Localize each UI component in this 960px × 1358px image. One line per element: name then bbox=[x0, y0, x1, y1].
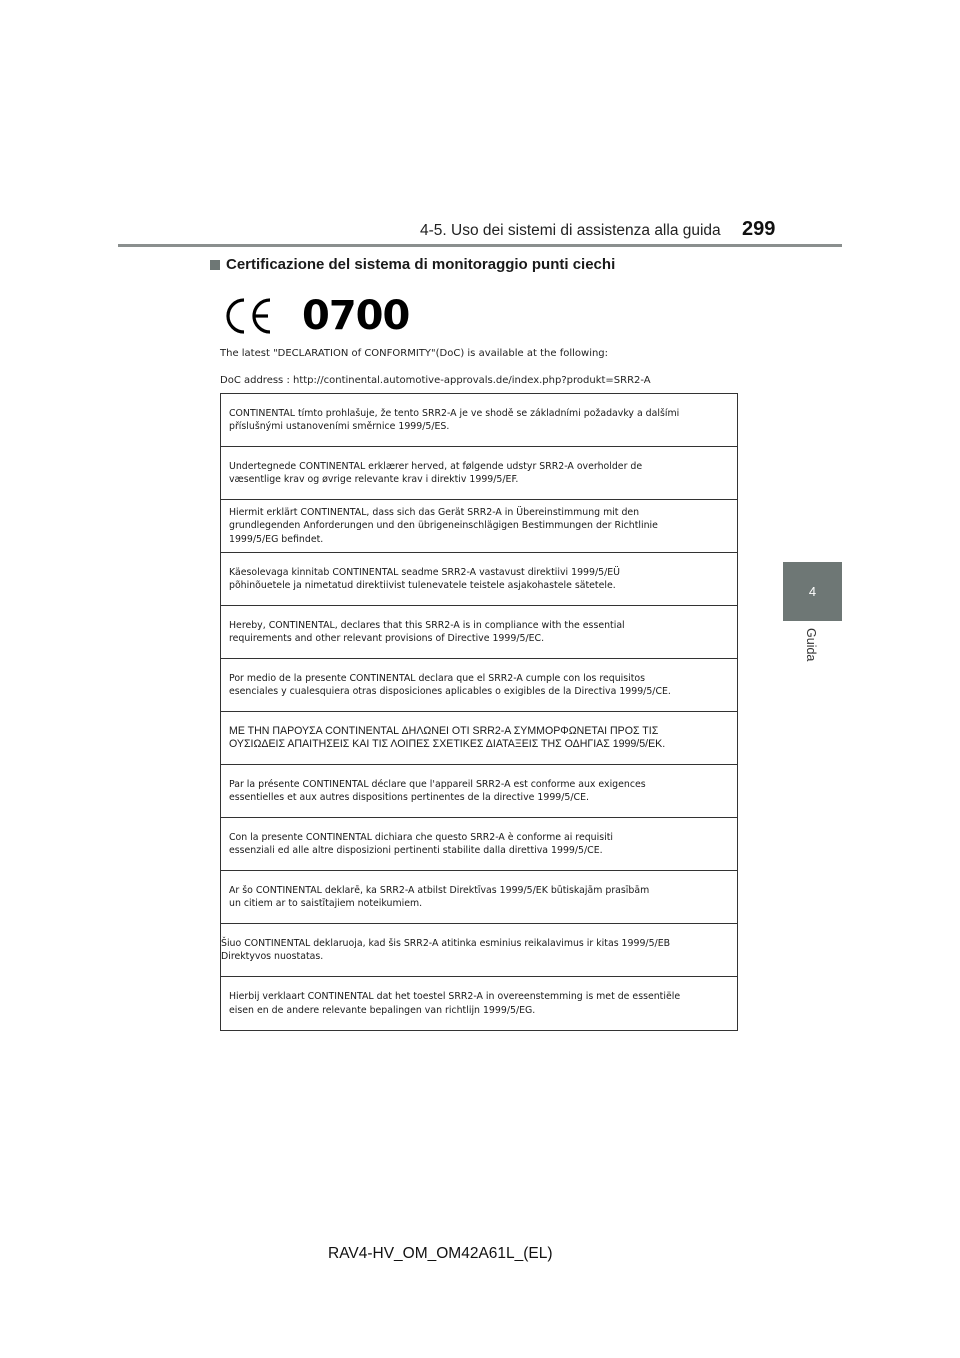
declaration-row-fr: Par la présente CONTINENTAL déclare que l'appareil SRR2-A est conforme aux exigences essentielles et aux autres dispositions pertinentes de la directive 1999/5/CE. bbox=[221, 765, 737, 818]
declaration-row-da: Undertegnede CONTINENTAL erklærer herved, at følgende udstyr SRR2-A overholder de væsentlige krav og øvrige relevante krav i direktiv 1999/5/EF. bbox=[221, 447, 737, 500]
declaration-row-et: Käesolevaga kinnitab CONTINENTAL seadme SRR2-A vastavust direktiivi 1999/5/EÜ põhinõuetele ja nimetatud direktiivist tulenevatele teistele asjakohastele sätetele. bbox=[221, 553, 737, 606]
declaration-row-lv: Ar šo CONTINENTAL deklarē, ka SRR2-A atbilst Direktīvas 1999/5/EK būtiskajām prasībām un citiem ar to saistītajiem noteikumiem. bbox=[221, 871, 737, 924]
declaration-row-de: Hiermit erklärt CONTINENTAL, dass sich das Gerät SRR2-A in Übereinstimmung mit den grundlegenden Anforderungen und den übrigeneinschlägigen Bestimmungen der Richtlinie 1999/5/EG befindet. bbox=[221, 500, 737, 553]
header-rule bbox=[118, 244, 842, 247]
chapter-tab: 4 bbox=[783, 562, 842, 621]
section-square-icon bbox=[210, 260, 220, 270]
page-number: 299 bbox=[742, 218, 776, 240]
doc-address-text: DoC address : http://continental.automotive-approvals.de/index.php?produkt=SRR2-A bbox=[220, 375, 651, 386]
declaration-row-cs: CONTINENTAL tímto prohlašuje, že tento SRR2-A je ve shodě se základními požadavky a dalšími příslušnými ustanoveními směrnice 1999/5/ES. bbox=[221, 394, 737, 447]
ce-mark bbox=[222, 294, 409, 338]
declaration-row-it: Con la presente CONTINENTAL dichiara che questo SRR2-A è conforme ai requisiti essenziali ed alle altre disposizioni pertinenti stabilite dalla direttiva 1999/5/CE. bbox=[221, 818, 737, 871]
footer-manual-code: RAV4-HV_OM_OM42A61L_(EL) bbox=[328, 1245, 553, 1262]
section-heading bbox=[210, 256, 615, 273]
ce-notified-body-number: 0700 bbox=[302, 293, 410, 339]
declarations-table bbox=[220, 393, 738, 1031]
header-title: 4-5. Uso dei sistemi di assistenza alla guida bbox=[420, 222, 721, 239]
declaration-row-el: ΜΕ ΤΗΝ ΠΑΡΟΥΣΑ CONTINENTAL ΔΗΛΩΝΕΙ ΟΤΙ SRR2-A ΣΥΜΜΟΡΦΩΝΕΤΑΙ ΠΡΟΣ ΤΙΣ ΟΥΣΙΩΔΕΙΣ ΑΠΑΙΤΗΣΕΙΣ ΚΑΙ ΤΙΣ ΛΟΙΠΕΣ ΣΧΕΤΙΚΕΣ ΔΙΑΤΑΞΕΙΣ ΤΗΣ ΟΔΗΓΙΑΣ 1999/5/ΕΚ. bbox=[221, 712, 737, 765]
declaration-row-lt: Šiuo CONTINENTAL deklaruoja, kad šis SRR2-A atitinka esminius reikalavimus ir kitas 1999/5/EB Direktyvos nuostatas. bbox=[221, 924, 737, 977]
ce-logo-icon bbox=[222, 296, 274, 336]
doc-availability-text: The latest "DECLARATION of CONFORMITY"(DoC) is available at the following: bbox=[220, 348, 609, 359]
declaration-row-en: Hereby, CONTINENTAL, declares that this SRR2-A is in compliance with the essential requirements and other relevant provisions of Directive 1999/5/EC. bbox=[221, 606, 737, 659]
chapter-label: Guida bbox=[804, 628, 818, 662]
declaration-row-nl: Hierbij verklaart CONTINENTAL dat het toestel SRR2-A in overeenstemming is met de essentiële eisen en de andere relevante bepalingen van richtlijn 1999/5/EG. bbox=[229, 991, 681, 1016]
section-title: Certificazione del sistema di monitoraggio punti ciechi bbox=[226, 256, 616, 273]
declaration-row-es: Por medio de la presente CONTINENTAL declara que el SRR2-A cumple con los requisitos esenciales y cualesquiera otras disposiciones aplicables o exigibles de la Directiva 1999/5/CE. bbox=[221, 659, 737, 712]
